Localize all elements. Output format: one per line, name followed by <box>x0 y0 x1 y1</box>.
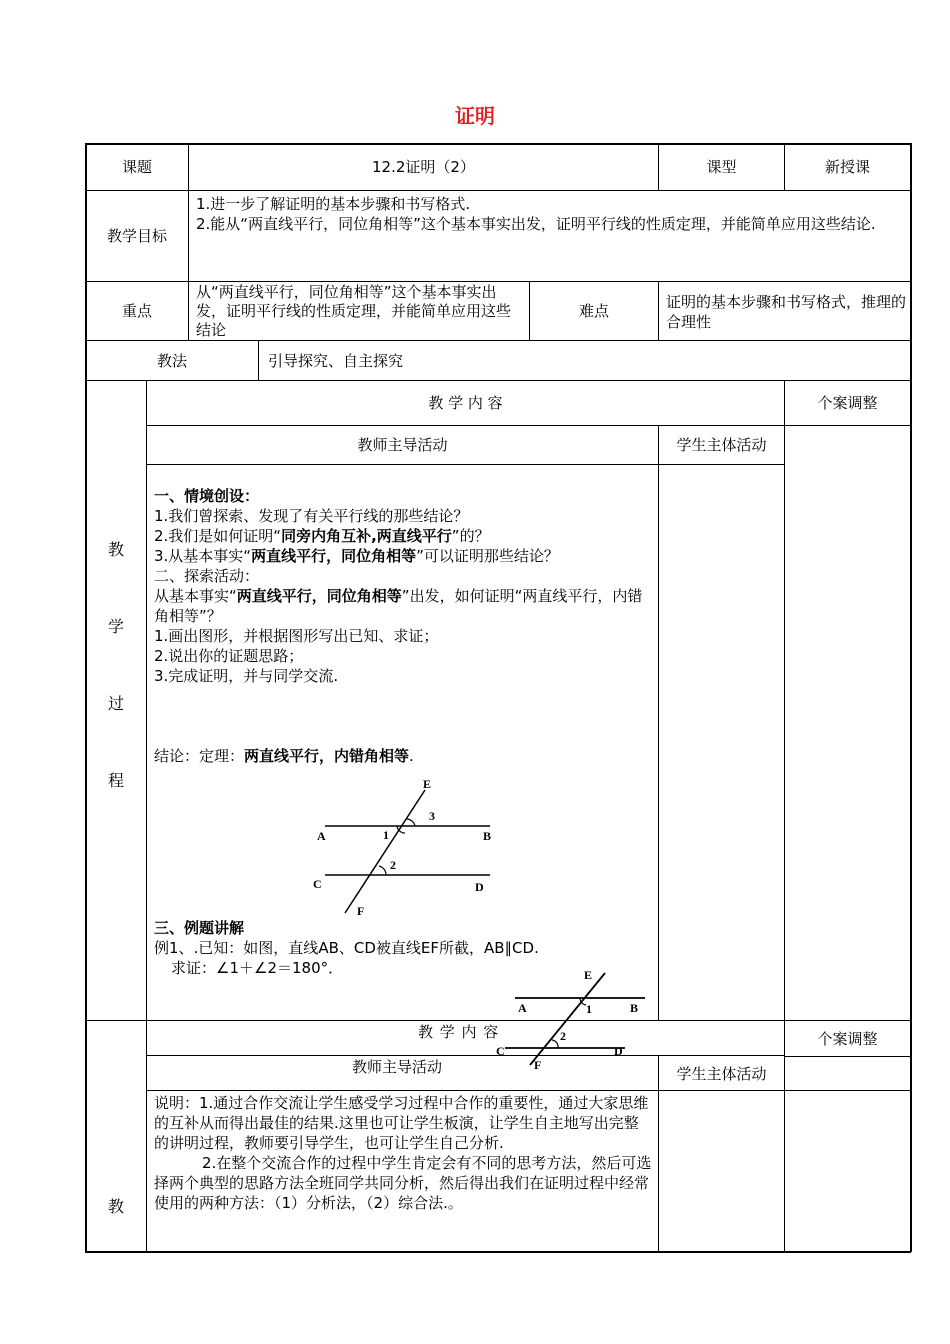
angle-2-2: 2 <box>560 1029 566 1043</box>
label-B: B <box>483 829 492 843</box>
question-3: 3.从基本事实“两直线平行，同位角相等”可以证明那些结论？ <box>154 547 559 565</box>
key-text: 从“两直线平行，同位角相等”这个基本事实出发，证明平行线的性质定理，并能简单应用这些结论 <box>196 283 512 339</box>
angle-2: 2 <box>390 858 396 872</box>
method-label: 教法 <box>156 351 187 370</box>
label-E: E <box>423 777 432 791</box>
step-3: 3.完成证明，并与同学交流. <box>154 667 339 685</box>
page-title: 证明 <box>455 104 495 128</box>
side-char-page2: 教 <box>107 1197 124 1216</box>
adjust-header-2: 个案调整 <box>817 1029 878 1048</box>
content-header-2: 教 学 内 容 <box>418 1023 500 1041</box>
goal-line-2: 2.能从“两直线平行，同位角相等”这个基本事实出发，证明平行线的性质定理，并能简单应用这些结论. <box>196 215 876 233</box>
side-char-1: 教 <box>107 540 124 559</box>
label-C: C <box>313 877 322 891</box>
type-value: 新授课 <box>824 158 870 176</box>
label-E2: E <box>584 968 593 982</box>
explanation-notes <box>154 1093 652 1213</box>
step-2: 2.说出你的证题思路； <box>154 647 304 665</box>
difficulty-text: 证明的基本步骤和书写格式，推理的合理性 <box>666 293 907 331</box>
label-A2: A <box>518 1001 527 1015</box>
label-D: D <box>475 880 484 894</box>
type-label: 课型 <box>706 158 737 176</box>
label-B2: B <box>630 1001 639 1015</box>
difficulty-label: 难点 <box>578 302 609 320</box>
goal-line-1: 1.进一步了解证明的基本步骤和书写格式. <box>196 195 471 213</box>
content-header: 教 学 内 容 <box>428 394 503 412</box>
question-2: 2.我们是如何证明“同旁内角互补,两直线平行”的？ <box>154 527 490 545</box>
note-1: 说明：1.通过合作交流让学生感受学习过程中合作的重要性，通过大家思维的互补从而得出最佳的结果.这里也可让学生板演，让学生自主地写出完整的讲明过程，教师要引导学生，也可让学生自己分析. <box>154 1094 649 1152</box>
topic-label: 课题 <box>121 158 152 176</box>
conclusion: 结论：定理：两直线平行，内错角相等. <box>154 747 414 765</box>
section-1-title: 一、情境创设： <box>154 487 260 505</box>
topic-value: 12.2证明（2） <box>372 158 475 176</box>
label-D2: D <box>614 1044 623 1058</box>
prove-text: 求证：∠1＋∠2＝180°． <box>171 959 344 977</box>
teacher-header-2: 教师主导活动 <box>352 1058 443 1076</box>
note-2: 2.在整个交流合作的过程中学生肯定会有不同的思考方法，然后可选择两个典型的思路方法全班同学共同分析，然后得出我们在证明过程中经常使用的两种方法：（1）分析法，（2）综合法.。 <box>154 1154 652 1212</box>
student-header: 学生主体活动 <box>676 436 767 454</box>
question-1: 1.我们曾探索、发现了有关平行线的那些结论？ <box>154 507 469 525</box>
teaching-content <box>154 486 654 686</box>
goals-text <box>196 194 902 234</box>
adjust-header: 个案调整 <box>817 394 878 412</box>
explore-text: 从基本事实“两直线平行，同位角相等”出发，如何证明“两直线平行，内错角相等”？ <box>154 587 643 625</box>
label-C2: C <box>496 1044 505 1058</box>
key-label: 重点 <box>121 302 152 320</box>
step-1: 1.画出图形，并根据图形写出已知、求证； <box>154 627 439 645</box>
teacher-header: 教师主导活动 <box>357 436 448 454</box>
method-value: 引导探究、自主探究 <box>268 352 404 370</box>
label-F2: F <box>534 1058 542 1072</box>
goals-label: 教学目标 <box>106 227 167 245</box>
parallel-lines-figure-1 <box>305 775 505 920</box>
angle-1-2: 1 <box>586 1002 592 1016</box>
angle-1: 1 <box>383 828 389 842</box>
side-char-4: 程 <box>107 771 124 790</box>
side-char-3: 过 <box>107 694 124 713</box>
section-2-title: 二、探索活动： <box>154 567 260 585</box>
side-char-2: 学 <box>107 617 124 636</box>
student-header-2: 学生主体活动 <box>676 1064 767 1083</box>
label-A: A <box>317 829 326 843</box>
label-F: F <box>357 904 365 918</box>
section-3-title: 三、例题讲解 <box>154 919 245 937</box>
angle-3: 3 <box>429 809 435 823</box>
example-text: 例1、.已知：如图，直线AB、CD被直线EF所截，AB∥CD. <box>154 939 539 957</box>
